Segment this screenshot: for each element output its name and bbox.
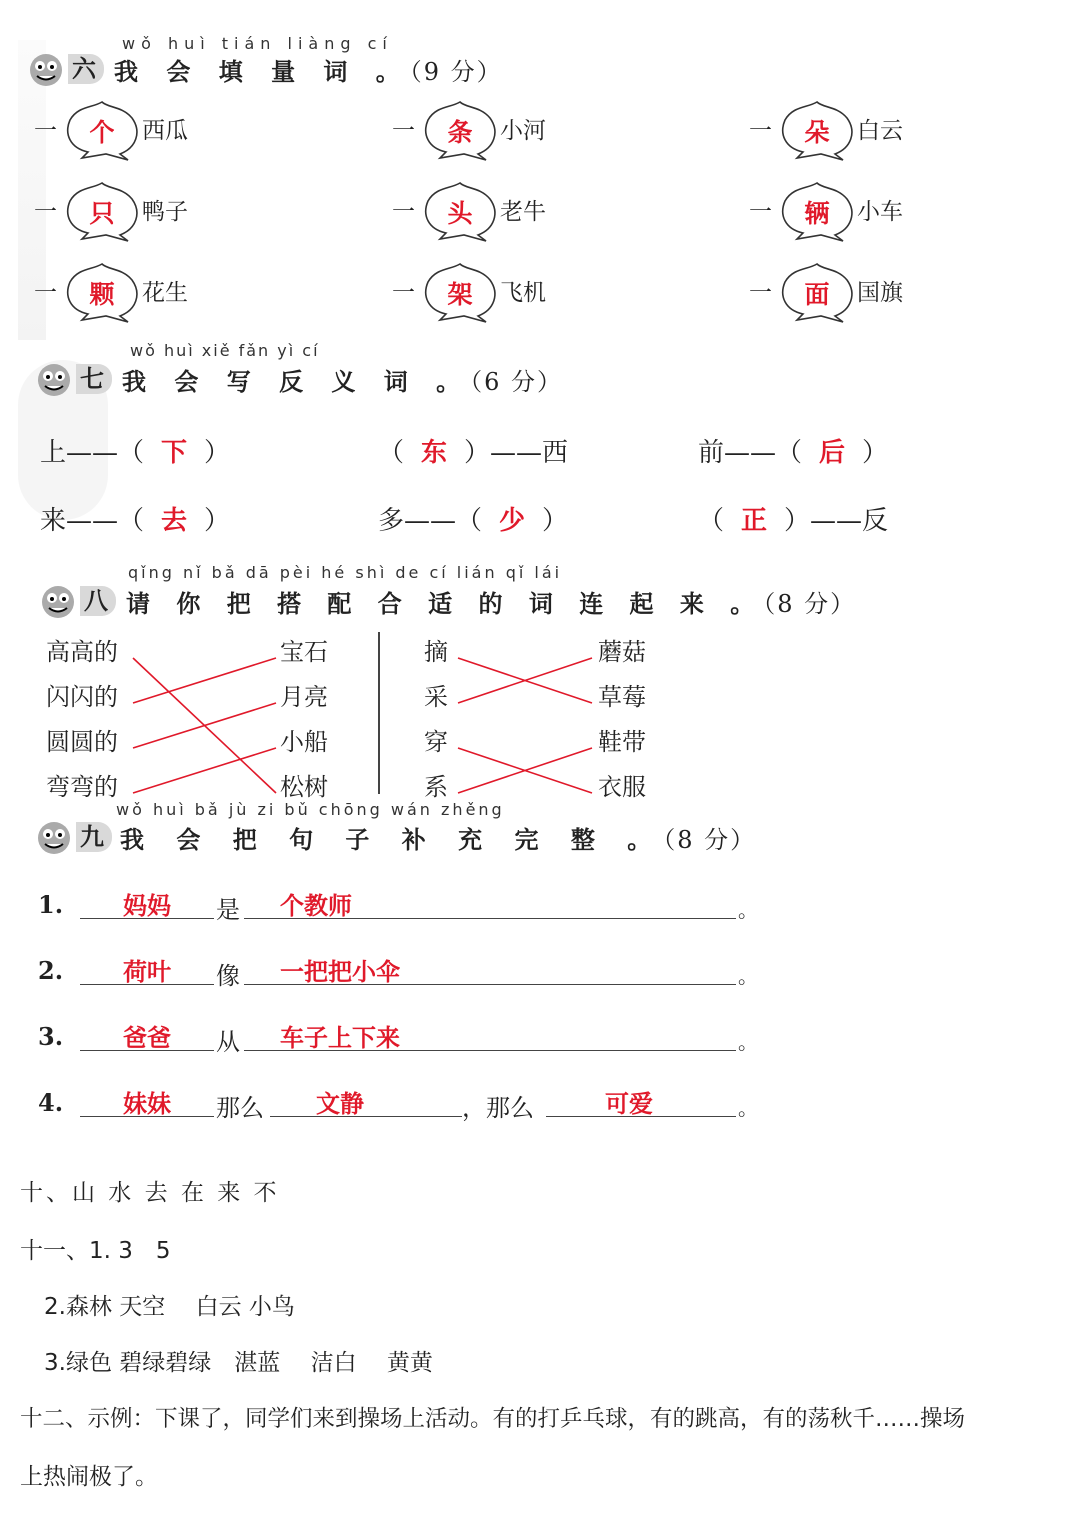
prefix-text: 一 [749, 199, 772, 225]
section12-line2: 上热闹极了。 [20, 1464, 158, 1490]
noun-text: 鸭子 [142, 199, 188, 225]
sentence-number: 3. [38, 1022, 64, 1051]
section11-line3: 3.绿色 碧绿碧绿 湛蓝 洁白 黄黄 [44, 1350, 433, 1376]
measure-word-answer: 面 [804, 280, 830, 309]
section6-pinyin: wǒ huì tián liàng cí [122, 34, 393, 53]
mascot-icon [32, 818, 76, 856]
mascot-icon [24, 50, 68, 88]
measure-word-answer: 朵 [804, 118, 830, 147]
antonym-before: 上——（ [40, 438, 145, 468]
sentence-answer: 爸爸 [123, 1023, 171, 1052]
prefix-text: 一 [392, 118, 415, 144]
verb-word: 采 [424, 683, 448, 711]
noun-word: 宝石 [280, 638, 328, 666]
antonym-item [378, 500, 568, 537]
section7-header [32, 360, 563, 398]
section9-number: 九 [76, 822, 112, 852]
sentence-answer: 妈妈 [123, 891, 171, 920]
antonym-item [378, 432, 568, 469]
measure-word-item [745, 258, 995, 324]
antonym-item [40, 500, 230, 537]
measure-word-answer: 颗 [89, 280, 115, 309]
prefix-text: 一 [34, 199, 57, 225]
measure-word-item [745, 96, 995, 162]
sentence-word: 是 [216, 896, 240, 924]
verb-word: 摘 [424, 638, 448, 666]
sentence-answer: 妹妹 [123, 1089, 171, 1118]
prefix-text: 一 [749, 118, 772, 144]
antonym-item [40, 432, 230, 469]
noun-text: 小河 [500, 118, 546, 144]
antonym-after: ） [542, 506, 569, 536]
antonym-before: （ [378, 438, 405, 468]
prefix-text: 一 [749, 280, 772, 306]
measure-word-answer: 辆 [804, 199, 830, 228]
antonym-after: ）——西 [464, 438, 569, 468]
adjective-word: 闪闪的 [46, 683, 118, 711]
section8-header [36, 582, 856, 620]
sentence-number: 2. [38, 956, 64, 985]
antonym-after: ） [204, 438, 231, 468]
sentence-word: ，那么 [462, 1094, 534, 1122]
sentence-word: 从 [216, 1028, 240, 1056]
antonym-after: ）——反 [784, 506, 889, 536]
verb-word: 穿 [424, 728, 448, 756]
noun-text: 飞机 [500, 280, 546, 306]
measure-word-item [388, 96, 638, 162]
section9-header [32, 818, 756, 856]
section11-line2: 2.森林 天空 白云 小鸟 [44, 1294, 295, 1320]
object-word: 草莓 [598, 683, 646, 711]
antonym-answer: 后 [819, 438, 846, 468]
section9-title: 我 会 把 句 子 补 充 完 整 。（8 分） [120, 824, 757, 854]
section8-title: 请 你 把 搭 配 合 适 的 词 连 起 来 。（8 分） [126, 588, 857, 618]
antonym-answer: 东 [421, 438, 448, 468]
antonym-item [698, 500, 888, 537]
section6-header [24, 50, 503, 88]
noun-word: 月亮 [280, 683, 328, 711]
mascot-icon [32, 360, 76, 398]
section10-answer: 十、山 水 去 在 来 不 [20, 1180, 280, 1206]
antonym-after: ） [862, 438, 889, 468]
noun-text: 西瓜 [142, 118, 188, 144]
noun-text: 白云 [857, 118, 903, 144]
prefix-text: 一 [34, 280, 57, 306]
section7-number: 七 [76, 364, 112, 394]
antonym-before: 来——（ [40, 506, 145, 536]
antonym-before: 前——（ [698, 438, 803, 468]
measure-word-item [30, 177, 280, 243]
object-word: 蘑菇 [598, 638, 646, 666]
object-word: 衣服 [598, 773, 646, 801]
sentence-answer: 一把把小伞 [280, 957, 400, 986]
adjective-word: 弯弯的 [46, 773, 118, 801]
prefix-text: 一 [392, 280, 415, 306]
measure-word-item [30, 96, 280, 162]
antonym-answer: 少 [499, 506, 526, 536]
adjective-word: 圆圆的 [46, 728, 118, 756]
mascot-icon [36, 582, 80, 620]
noun-word: 松树 [280, 773, 328, 801]
matching-divider [378, 632, 380, 794]
measure-word-item [388, 177, 638, 243]
measure-word-answer: 条 [447, 118, 473, 147]
sentence-number: 4. [38, 1088, 64, 1117]
sentence-number: 1. [38, 890, 64, 919]
measure-word-item [388, 258, 638, 324]
antonym-answer: 下 [161, 438, 188, 468]
verb-word: 系 [424, 773, 448, 801]
section6-number: 六 [68, 54, 104, 84]
match-line [133, 658, 276, 703]
noun-text: 花生 [142, 280, 188, 306]
sentence-answer: 车子上下来 [280, 1023, 400, 1052]
measure-word-item [745, 177, 995, 243]
measure-word-answer: 个 [89, 118, 115, 147]
antonym-after: ） [204, 506, 231, 536]
sentence-end: 。 [738, 964, 758, 988]
sentence-answer: 文静 [316, 1089, 364, 1118]
object-word: 鞋带 [598, 728, 646, 756]
antonym-answer: 去 [161, 506, 188, 536]
match-line [133, 748, 276, 793]
noun-word: 小船 [280, 728, 328, 756]
section9-pinyin: wǒ huì bǎ jù zi bǔ chōng wán zhěng [116, 800, 505, 819]
prefix-text: 一 [392, 199, 415, 225]
section6-title: 我 会 填 量 词 。（9 分） [114, 56, 503, 86]
section12-line1: 十二、示例：下课了，同学们来到操场上活动。有的打乒乓球，有的跳高，有的荡秋千……操场 [20, 1406, 966, 1432]
match-line [133, 703, 276, 748]
noun-text: 国旗 [857, 280, 903, 306]
antonym-before: 多——（ [378, 506, 483, 536]
measure-word-answer: 头 [447, 199, 473, 228]
section11-line1: 十一、1. 3 5 [20, 1238, 171, 1264]
sentence-answer: 荷叶 [123, 957, 171, 986]
prefix-text: 一 [34, 118, 57, 144]
adjective-word: 高高的 [46, 638, 118, 666]
noun-text: 小车 [857, 199, 903, 225]
section7-pinyin: wǒ huì xiě fǎn yì cí [130, 341, 320, 360]
sentence-word: 那么 [216, 1094, 264, 1122]
sentence-answer: 可爱 [605, 1089, 653, 1118]
measure-word-answer: 只 [89, 199, 115, 228]
measure-word-item [30, 258, 280, 324]
section8-pinyin: qǐng nǐ bǎ dā pèi hé shì de cí lián qǐ lái [128, 563, 563, 582]
sentence-word: 像 [216, 962, 240, 990]
measure-word-answer: 架 [447, 280, 473, 309]
noun-text: 老牛 [500, 199, 546, 225]
sentence-end: 。 [738, 1030, 758, 1054]
sentence-end: 。 [738, 898, 758, 922]
antonym-before: （ [698, 506, 725, 536]
antonym-answer: 正 [741, 506, 768, 536]
section7-title: 我 会 写 反 义 词 。（6 分） [122, 366, 564, 396]
section8-number: 八 [80, 586, 116, 616]
sentence-answer: 个教师 [280, 891, 352, 920]
sentence-end: 。 [738, 1096, 758, 1120]
antonym-item [698, 432, 888, 469]
